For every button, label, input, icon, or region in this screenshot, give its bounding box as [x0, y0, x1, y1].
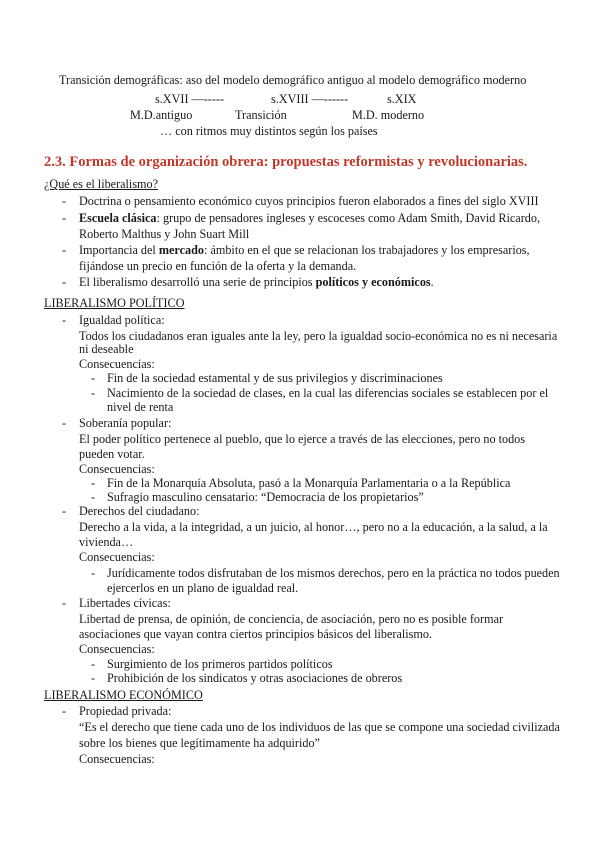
sub-bullet-dash: - [91, 490, 96, 504]
century-18: s.XVIII —------ [271, 92, 349, 106]
libertades-text: Libertad de prensa, de opinión, de conciencia, de asociación, pero no es posible formar [79, 612, 504, 626]
principios-bold: políticos y económicos [315, 275, 431, 289]
bullet-doctrina: Doctrina o pensamiento económico cuyos principios fueron elaborados a fines del siglo XVIII [79, 194, 539, 208]
igualdad-label: Igualdad política: [79, 313, 165, 327]
sub-bullet-dash: - [91, 671, 96, 685]
model-antiguo: M.D.antiguo [130, 108, 193, 122]
soberania-consequence-2: Sufragio masculino censatario: “Democracia de los propietarios” [107, 490, 424, 504]
propiedad-text: “Es el derecho que tiene cada uno de los individuos de las que se compone una sociedad civilizada [79, 720, 560, 734]
model-moderno: M.D. moderno [352, 108, 425, 122]
bullet-mercado [79, 243, 530, 258]
igualdad-text: Todos los ciudadanos eran iguales ante la ley, pero la igualdad socio-económica no es ni necesaria [79, 329, 558, 343]
century-19: s.XIX [387, 92, 417, 106]
bullet-dash: - [62, 194, 67, 208]
libertades-label: Libertades cívicas: [79, 596, 171, 610]
bullet-dash: - [62, 313, 67, 327]
igualdad-text-2: ni deseable [79, 342, 134, 356]
bullet-dash: - [62, 504, 67, 518]
propiedad-label: Propiedad privada: [79, 704, 172, 718]
libertades-consequence-2: Prohibición de los sindicatos y otras asociaciones de obreros [107, 671, 403, 685]
bullet-dash: - [62, 596, 67, 610]
sub-bullet-dash: - [91, 371, 96, 385]
mercado-bold: mercado [158, 243, 205, 257]
intro-note: … con ritmos muy distintos según los países [160, 124, 378, 138]
escuela-bold: Escuela clásica [79, 211, 157, 225]
soberania-text-2: pueden votar. [79, 447, 145, 461]
politico-heading: LIBERALISMO POLÍTICO [44, 296, 185, 310]
consequences-label: Consecuencias: [79, 642, 155, 656]
consequences-label: Consecuencias: [79, 752, 155, 766]
derechos-text: Derecho a la vida, a la integridad, a un juicio, al honor…, pero no a la educación, a la salud, a la [79, 520, 548, 534]
bullet-dash: - [62, 243, 67, 257]
bullet-escuela-line2: Roberto Malthus y John Suart Mill [79, 227, 250, 241]
igualdad-consequence-2: Nacimiento de la sociedad de clases, en la cual las diferencias sociales se establecen por el [107, 386, 549, 400]
soberania-text: El poder político pertenece al pueblo, que lo ejerce a través de las elecciones, pero no todos [79, 432, 526, 446]
bullet-dash: - [62, 704, 67, 718]
derechos-label: Derechos del ciudadano: [79, 504, 200, 518]
century-17: s.XVII —----- [155, 92, 225, 106]
sub-bullet-dash: - [91, 476, 96, 490]
economico-heading: LIBERALISMO ECONÓMICO [44, 688, 203, 702]
principios-pre: El liberalismo desarrolló una serie de principios [79, 275, 316, 289]
escuela-text: : grupo de pensadores ingleses y escoceses como Adam Smith, David Ricardo, [156, 211, 541, 225]
libertades-text-2: asociaciones que vayan contra ciertos principios básicos del liberalismo. [79, 627, 432, 641]
igualdad-consequence-2b: nivel de renta [107, 400, 174, 414]
model-transicion: Transición [235, 108, 287, 122]
consequences-label: Consecuencias: [79, 462, 155, 476]
intro-line: Transición demográficas: aso del modelo demográfico antiguo al modelo demográfico moderno [59, 73, 527, 87]
derechos-consequence-1: Jurídicamente todos disfrutaban de los mismos derechos, pero en la práctica no todos pueden [107, 566, 560, 580]
mercado-text: : ámbito en el que se relacionan los trabajadores y los empresarios, [204, 243, 530, 257]
propiedad-text-2: sobre los bienes que legítimamente ha adquirido” [79, 736, 320, 750]
sub-bullet-dash: - [91, 386, 96, 400]
bullet-dash: - [62, 416, 67, 430]
bullet-principios [79, 275, 434, 290]
section-title: 2.3. Formas de organización obrera: propuestas reformistas y revolucionarias. [44, 154, 528, 170]
mercado-pre: Importancia del [79, 243, 159, 257]
soberania-label: Soberanía popular: [79, 416, 172, 430]
bullet-mercado-line2: fijándose un precio en función de la oferta y la demanda. [79, 259, 357, 273]
bullet-dash: - [62, 275, 67, 289]
consequences-label: Consecuencias: [79, 357, 155, 371]
sub-bullet-dash: - [91, 566, 96, 580]
libertades-consequence-1: Surgimiento de los primeros partidos políticos [107, 657, 333, 671]
derechos-consequence-1b: ejercerlos en un plano de igualdad real. [107, 581, 299, 595]
bullet-dash: - [62, 211, 67, 225]
liberalismo-question: ¿Qué es el liberalismo? [44, 177, 159, 191]
consequences-label: Consecuencias: [79, 550, 155, 564]
derechos-text-2: vivienda… [79, 535, 134, 549]
bullet-escuela [79, 211, 559, 226]
soberania-consequence-1: Fin de la Monarquía Absoluta, pasó a la Monarquía Parlamentaria o a la República [107, 476, 511, 490]
igualdad-consequence-1: Fin de la sociedad estamental y de sus privilegios y discriminaciones [107, 371, 443, 385]
sub-bullet-dash: - [91, 657, 96, 671]
principios-end: . [430, 275, 434, 289]
